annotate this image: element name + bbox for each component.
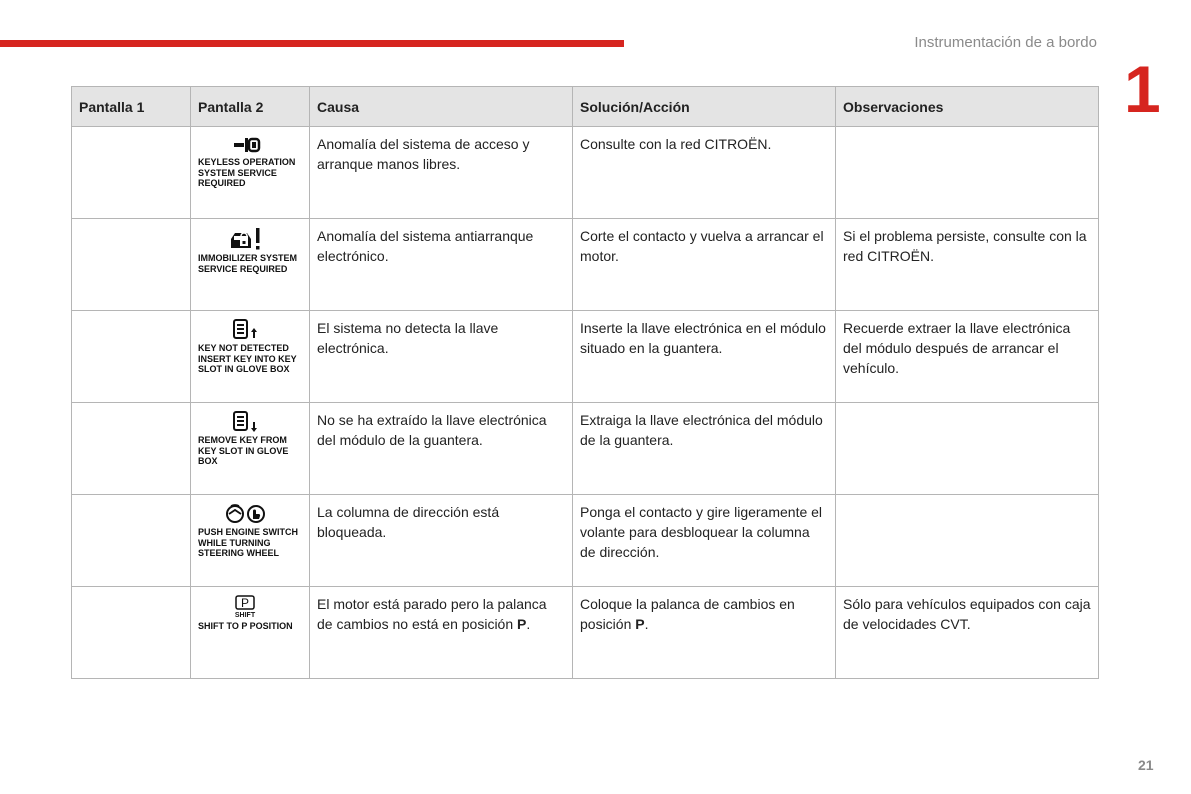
display-message: REMOVE KEY FROM KEY SLOT IN GLOVE BOX (198, 435, 289, 466)
warning-messages-table (71, 86, 1099, 679)
pantalla1-cell (72, 495, 191, 587)
causa-text: El motor está parado pero la palanca de cambios no está en posición (317, 596, 547, 632)
section-title: Instrumentación de a bordo (914, 34, 1097, 51)
causa-cell: Anomalía del sistema antiarranque electrónico. (310, 219, 573, 311)
remove-key-icon (226, 410, 266, 434)
table-row (72, 587, 1099, 679)
solucion-cell (573, 587, 836, 679)
solucion-cell: Ponga el contacto y gire ligeramente el volante para desbloquear la columna de dirección. (573, 495, 836, 587)
causa-suffix: . (526, 616, 531, 632)
pantalla2-cell (191, 219, 310, 311)
solucion-cell: Corte el contacto y vuelva a arrancar el motor. (573, 219, 836, 311)
header-pantalla-1: Pantalla 1 (72, 87, 191, 127)
position-p: P (517, 616, 527, 632)
page-number: 21 (1138, 757, 1154, 773)
pantalla1-cell (72, 127, 191, 219)
steering-lock-icon (226, 502, 270, 526)
solucion-text: Coloque la palanca de cambios en posición (580, 596, 795, 632)
pantalla1-cell (72, 311, 191, 403)
table-row (72, 495, 1099, 587)
observaciones-cell: Recuerde extraer la llave electrónica del módulo después de arrancar el vehículo. (836, 311, 1099, 403)
immobilizer-warning-icon (226, 226, 266, 252)
header-red-bar (0, 40, 624, 47)
table-header-row (72, 87, 1099, 127)
causa-cell: Anomalía del sistema de acceso y arranque manos libres. (310, 127, 573, 219)
pantalla1-cell (72, 403, 191, 495)
solucion-cell: Inserte la llave electrónica en el módulo situado en la guantera. (573, 311, 836, 403)
shift-p-letter: P (240, 596, 250, 610)
pantalla2-cell (191, 495, 310, 587)
pantalla2-cell (191, 587, 310, 679)
causa-cell: No se ha extraído la llave electrónica del módulo de la guantera. (310, 403, 573, 495)
solucion-suffix: . (644, 616, 649, 632)
header-solucion: Solución/Acción (573, 87, 836, 127)
keyless-operation-icon (226, 134, 266, 156)
header-observaciones: Observaciones (836, 87, 1099, 127)
key-not-detected-icon (226, 318, 266, 342)
observaciones-cell (836, 403, 1099, 495)
display-message: SHIFT TO P POSITION (198, 621, 293, 631)
observaciones-cell: Si el problema persiste, consulte con la red CITROËN. (836, 219, 1099, 311)
chapter-number: 1 (1124, 52, 1161, 126)
observaciones-cell (836, 127, 1099, 219)
table-row (72, 311, 1099, 403)
pantalla2-cell (191, 127, 310, 219)
position-p: P (635, 616, 645, 632)
causa-cell: El sistema no detecta la llave electrónica. (310, 311, 573, 403)
causa-cell: La columna de dirección está bloqueada. (310, 495, 573, 587)
header-pantalla-2: Pantalla 2 (191, 87, 310, 127)
table-row (72, 403, 1099, 495)
pantalla2-cell (191, 403, 310, 495)
table-row (72, 127, 1099, 219)
solucion-cell: Extraiga la llave electrónica del módulo de la guantera. (573, 403, 836, 495)
shift-label: SHIFT (234, 612, 256, 619)
observaciones-cell (836, 495, 1099, 587)
solucion-cell: Consulte con la red CITROËN. (573, 127, 836, 219)
display-message: KEYLESS OPERATION SYSTEM SERVICE REQUIRED (198, 157, 296, 188)
pantalla1-cell (72, 219, 191, 311)
header-causa: Causa (310, 87, 573, 127)
causa-cell (310, 587, 573, 679)
display-message: KEY NOT DETECTED INSERT KEY INTO KEY SLOT IN GLOVE BOX (198, 343, 297, 374)
table-row (72, 219, 1099, 311)
pantalla2-cell (191, 311, 310, 403)
shift-p-icon (226, 594, 266, 620)
display-message: IMMOBILIZER SYSTEM SERVICE REQUIRED (198, 253, 297, 274)
pantalla1-cell (72, 587, 191, 679)
observaciones-cell: Sólo para vehículos equipados con caja de velocidades CVT. (836, 587, 1099, 679)
display-message: PUSH ENGINE SWITCH WHILE TURNING STEERING WHEEL (198, 527, 299, 558)
